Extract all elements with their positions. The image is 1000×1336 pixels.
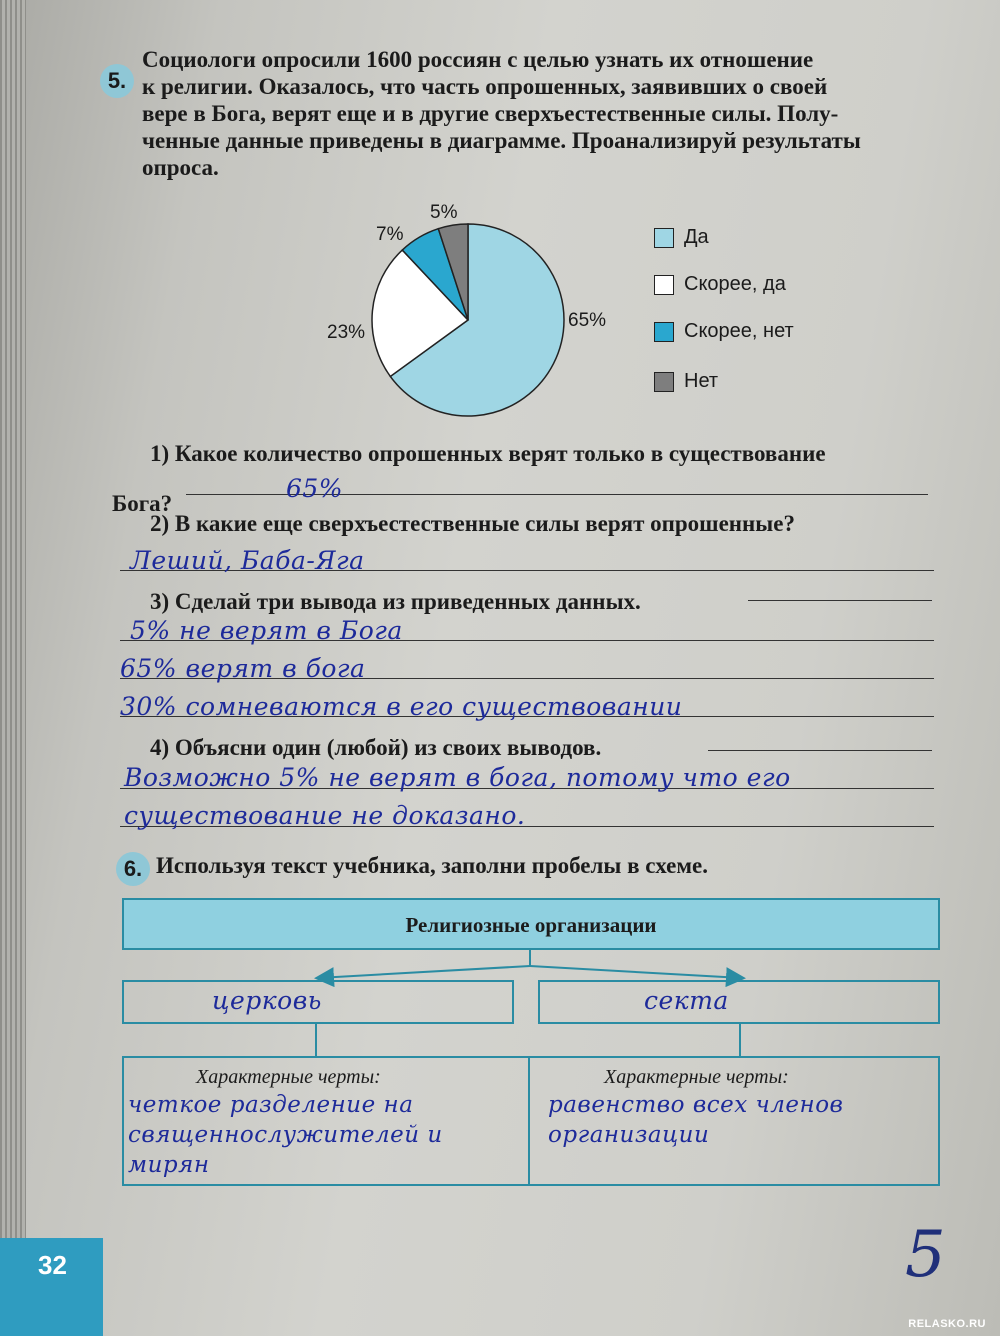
left-trait-line: мирян	[128, 1152, 210, 1178]
answer-1: 65%	[286, 474, 344, 503]
pie-label-skoree-net: 7%	[376, 224, 404, 245]
right-trait-line: равенство всех членов	[548, 1092, 844, 1118]
intro-line: ченные данные приведены в диаграмме. Проанализируй результаты	[142, 128, 861, 153]
pie-label-da: 65%	[568, 310, 607, 331]
question-1: 1) Какое количество опрошенных верят только в существование	[150, 441, 826, 466]
question-1-cont: Бога?	[112, 491, 173, 516]
answer-left-box: церковь	[212, 986, 322, 1015]
intro-line: к религии. Оказалось, что часть опрошенных, заявивших о своей	[142, 74, 828, 99]
legend-label: Скорее, да	[684, 273, 786, 295]
left-trait-line: священнослужителей и	[128, 1122, 443, 1148]
traits-label-left: Характерные черты:	[196, 1066, 381, 1088]
teacher-grade: 5	[905, 1218, 946, 1292]
answer-4a: Возможно 5% не верят в бога, потому что его	[124, 763, 791, 792]
question-4: 4) Объясни один (любой) из своих выводов.	[150, 735, 602, 760]
question-3: 3) Сделай три вывода из приведенных данных.	[150, 589, 641, 614]
question-2: 2) В какие еще сверхъестественные силы верят опрошенные?	[150, 511, 795, 536]
right-trait-line: организации	[548, 1122, 710, 1148]
legend-label: Да	[684, 226, 709, 248]
traits-label-right: Характерные черты:	[604, 1066, 789, 1088]
page-number: 32	[0, 1238, 103, 1336]
legend-label: Скорее, нет	[684, 320, 794, 342]
intro-line: Социологи опросили 1600 россиян с целью узнать их отношение	[142, 47, 814, 72]
task-6-number: 6.	[116, 852, 150, 886]
answer-3b: 65% верят в бога	[120, 654, 366, 683]
pie-label-net: 5%	[430, 202, 458, 223]
intro-line: вере в Бога, верят еще и в другие сверхъестественные силы. Полу-	[142, 101, 839, 126]
scheme-box-right	[538, 980, 940, 1024]
answer-3c: 30% сомневаются в его существовании	[120, 692, 683, 721]
answer-right-box: секта	[644, 986, 729, 1015]
task-5-number: 5.	[100, 64, 134, 98]
scheme-header: Религиозные организации	[122, 898, 940, 950]
task-6-instruction: Используя текст учебника, заполни пробелы в схеме.	[156, 853, 708, 878]
scheme-traits-divider	[528, 1056, 530, 1186]
answer-3a: 5% не верят в Бога	[130, 616, 403, 645]
answer-2: Леший, Баба-Яга	[130, 546, 365, 575]
answer-4b: существование не доказано.	[124, 801, 526, 830]
pie-label-skoree-da: 23%	[327, 322, 366, 343]
watermark: RELASKO.RU	[908, 1318, 986, 1330]
left-trait-line: четкое разделение на	[128, 1092, 414, 1118]
intro-line: опроса.	[142, 155, 219, 180]
legend-label: Нет	[684, 370, 719, 392]
